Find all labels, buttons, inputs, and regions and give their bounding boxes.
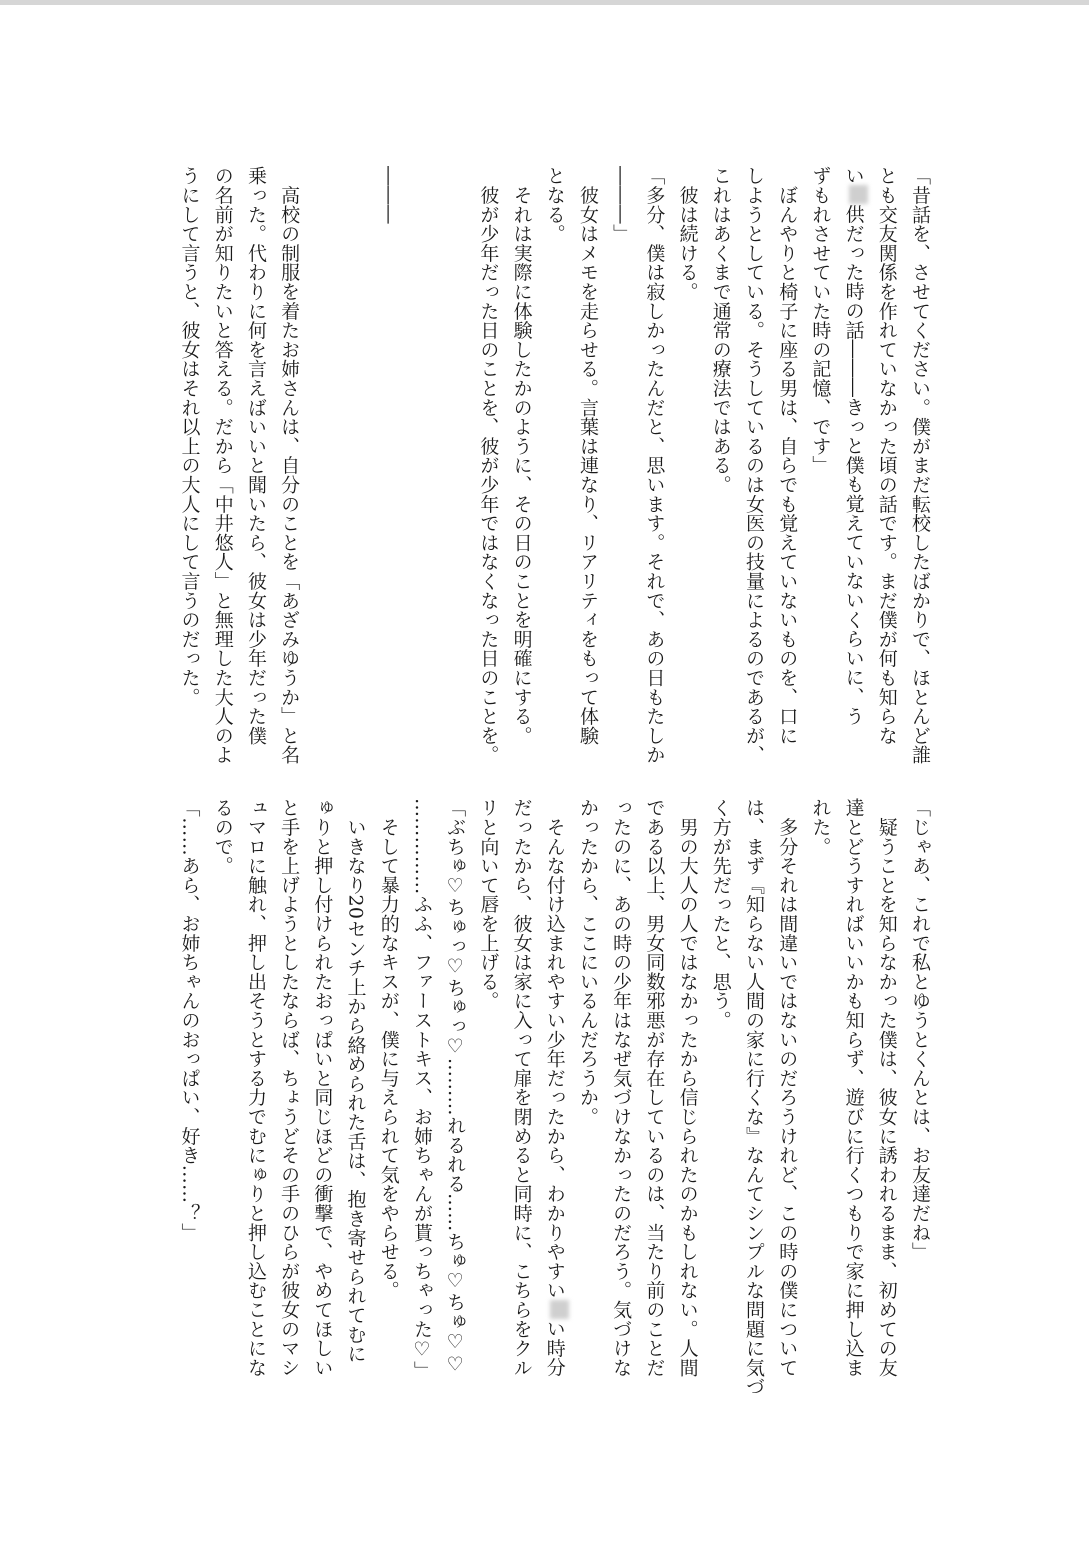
text-line: は、まず『知らない人間の家に行くな』なんてシンプルな問題に気づ bbox=[742, 798, 765, 1397]
upper-text-block bbox=[170, 166, 936, 772]
text-line: ……………ふふ、ファーストキス、お姉ちゃんが貰っちゃった♡」 bbox=[410, 798, 433, 1380]
text-line: 疑うことを知らなかった僕は、彼女に誘われるまま、初めての友 bbox=[875, 798, 898, 1377]
text-line: 高校の制服を着たお姉さんは、自分のことを「あざみゆうか」と名 bbox=[278, 166, 301, 765]
text-line: の名前が知りたいと答える。だから「中井悠人」と無理した大人のよ bbox=[211, 166, 234, 765]
text-line: そして暴力的なキスが、僕に与えられて気をやらせる。 bbox=[377, 798, 400, 1300]
text-line: である以上、男女同数邪悪が存在しているのは、当たり前のことだ bbox=[643, 798, 666, 1377]
lower-text-block bbox=[170, 798, 936, 1404]
censored-blur bbox=[550, 1300, 569, 1319]
text-line: となる。 bbox=[543, 166, 566, 244]
text-line: ゅりと押し付けられたおっぱいと同じほどの衝撃で、やめてほしい bbox=[311, 798, 334, 1377]
text-line: だったから、彼女は家に入って扉を閉めると同時に、こちらをクル bbox=[510, 798, 533, 1377]
text-line: かったから、ここにいるんだろうか。 bbox=[576, 798, 599, 1127]
text-line: 「昔話を、させてください。僕がまだ転校したばかりで、ほとんど誰 bbox=[909, 166, 931, 765]
censored-blur bbox=[849, 185, 868, 204]
text-segment: 供だった時の話―――きっと僕も覚えていないくらいに、う bbox=[842, 204, 865, 726]
text-segment: そんな付け込まれやすい少年だったから、わかりやすい bbox=[543, 798, 566, 1300]
text-line: 彼が少年だった日のことを、彼が少年ではなくなった日のことを。 bbox=[477, 166, 500, 765]
text-line bbox=[538, 798, 571, 1404]
section-break-dash: ――― bbox=[377, 166, 400, 224]
text-line: 「多分、僕は寂しかったんだと、思います。それで、あの日もたしか bbox=[643, 166, 666, 765]
text-line: るので。 bbox=[211, 798, 234, 876]
text-line: いきなり20センチ上から絡められた舌は、抱き寄せられてむに bbox=[344, 798, 367, 1364]
page-top-edge bbox=[0, 0, 1089, 5]
text-line: とも交友関係を作れていなかった頃の話です。まだ僕が何も知らな bbox=[875, 166, 898, 745]
text-segment: い bbox=[842, 166, 865, 186]
blank-line bbox=[438, 166, 471, 772]
text-line: 「じゃあ、これで私とゆうとくんとは、お友達だね」 bbox=[909, 798, 931, 1262]
text-line bbox=[836, 166, 869, 772]
text-line: 達とどうすればいいかも知らず、遊びに行くつもりで家に押し込ま bbox=[842, 798, 865, 1377]
text-line: しようとしている。そうしているのは女医の技量によるのであるが、 bbox=[742, 166, 765, 765]
text-line: リと向いて唇を上げる。 bbox=[477, 798, 500, 1011]
text-line: 彼女はメモを走らせる。言葉は連なり、リアリティをもって体験 bbox=[576, 166, 599, 745]
text-line: 「ぶちゅ♡ちゅっ♡ちゅっ♡………れるれる……ちゅ♡ちゅ♡♡ bbox=[444, 798, 467, 1376]
text-line: これはあくまで通常の療法ではある。 bbox=[709, 166, 732, 495]
text-line: ―――」 bbox=[610, 166, 633, 244]
text-line: 多分それは間違いではないのだろうけれど、この時の僕について bbox=[776, 798, 799, 1377]
blank-line bbox=[305, 166, 338, 772]
text-line: ったのに、あの時の少年はなぜ気づけなかったのだろう。気づけな bbox=[610, 798, 633, 1377]
text-segment: い時分 bbox=[543, 1318, 566, 1377]
text-line: それは実際に体験したかのように、その日のことを明確にする。 bbox=[510, 166, 533, 745]
text-line: ュマロに触れ、押し出そうとする力でむにゅりと押し込むことにな bbox=[244, 798, 267, 1377]
text-line: ずもれさせていた時の記憶、です」 bbox=[809, 166, 832, 475]
text-line: ぼんやりと椅子に座る男は、自らでも覚えていないものを、口に bbox=[776, 166, 799, 745]
blank-line bbox=[405, 166, 438, 772]
text-line: 男の大人の人ではなかったから信じられたのかもしれない。人間 bbox=[676, 798, 699, 1377]
text-line: れた。 bbox=[809, 798, 832, 856]
text-line: 乗った。代わりに何を言えばいいと聞いたら、彼女は少年だった僕 bbox=[244, 166, 267, 745]
text-line: 彼は続ける。 bbox=[676, 166, 699, 302]
blank-line bbox=[338, 166, 371, 772]
text-line: うにして言うと、彼女はそれ以上の大人にして言うのだった。 bbox=[178, 166, 201, 707]
text-line: 「……あら、お姉ちゃんのおっぱい、好き……？」 bbox=[178, 798, 201, 1242]
text-line: と手を上げようとしたならば、ちょうどその手のひらが彼女のマシ bbox=[278, 798, 301, 1377]
text-line: く方が先だったと、思う。 bbox=[709, 798, 732, 1030]
